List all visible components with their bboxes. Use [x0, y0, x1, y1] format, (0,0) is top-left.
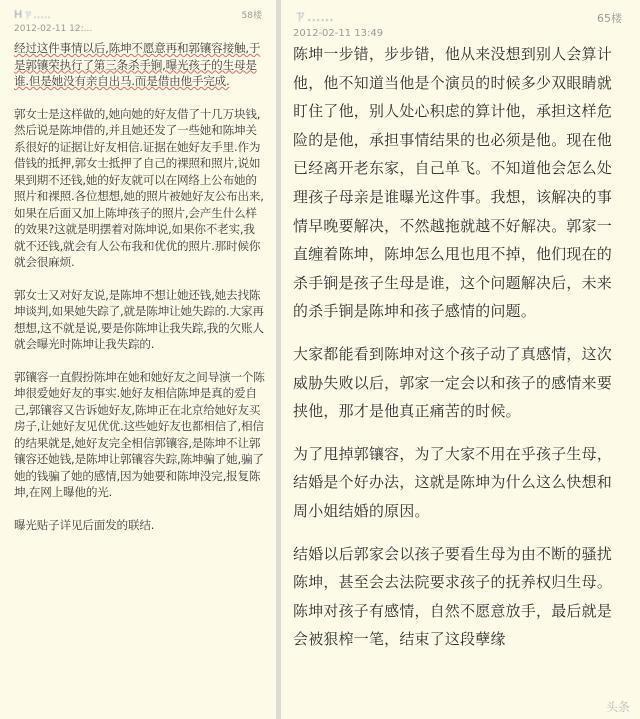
left-paragraph-1: 经过这件事情以后,陈坤不愿意再和郭镶容接触,于是郭镶荣执行了第三条杀手锏,曝光孩子的生母是谁.但是她没有亲自出马.而是借由他手完成.: [14, 41, 261, 88]
right-paragraph-4: 结婚以后郭家会以孩子要看生母为由不断的骚扰陈坤，甚至会去法院要求孩子的抚养权归生母。陈坤对孩子有感情，自然不愿意放手，最后就是会被狠榨一笔，结束了这段孽缘: [293, 544, 613, 649]
right-post-body: [293, 40, 626, 654]
left-floor-number: 58楼: [241, 11, 262, 21]
left-paragraph-5: 曝光贴子详见后面发的联结.: [14, 517, 155, 532]
watermark: 头条: [605, 700, 630, 714]
left-post-panel: [0, 0, 276, 719]
right-paragraph-2: 大家都能看到陈坤对这个孩子动了真感情，这次威胁失败以后，郭家一定会以和孩子的感情来要挟他，那才是他真正痛苦的时候。: [293, 344, 613, 421]
right-paragraph-3: 为了甩掉郭镶容，为了大家不用在乎孩子生母，结婚是个好办法，这就是陈坤为什么这么快想和周小姐结婚的原因。: [293, 444, 613, 520]
left-post-header: [14, 6, 266, 40]
left-paragraph-2: 郭女士是这样做的,她向她的好友借了十几万块钱,然后说是陈坤借的,并且她还发了一些她和陈坤关系很好的证据让好友相信.证据在她好友手里.作为借钱的抵押,郭女士抵押了自己的裸照和照片,说如果到期不还钱,她的好友就可以在网络上公布她的照片和裸照.各位想想,她的照片被她好友公布出来,如果在后面又加上陈坤孩子的照片,会产生什么样的效果?这就是明摆着对陈坤说,如果你不老实,我就不还钱,就会有人公布我和优优的照片.那时候你就会很麻烦.: [14, 106, 264, 269]
left-paragraph-3: 郭女士又对好友说,是陈坤不想让她还钱,她去找陈坤谈判,如果她失踪了,就是陈坤让她失踪的.大家再想想,这不就是说,要是你陈坤让我失踪,我的欠账人就会曝光时陈坤让我失踪的.: [14, 287, 264, 351]
right-post-panel: [281, 0, 640, 719]
right-post-date: 2012-02-11 13:49: [293, 28, 384, 39]
right-post-header: [293, 6, 626, 40]
right-paragraph-1: 陈坤一步错，步步错，他从来没想到别人会算计他，他不知道当他是个演员的时候多少双眼睛就盯住了他，别人处心积虑的算计他，承担这样危险的是他，承担事情结果的也必须是他。现在他已经离开老东家，自己单飞。不知道他会怎么处理孩子母亲是谁曝光这件事。我想，该解决的事情早晚要解决，不然越拖就越不好解决。郭家一直缠着陈坤，陈坤怎么甩也甩不掉，他们现在的杀手锏是孩子生母是谁，这个问题解决后，未来的杀手锏是陈坤和孩子感情的问题。: [293, 45, 613, 321]
left-paragraph-4: 郭镶容一直假扮陈坤在她和她好友之间导演一个陈坤很爱她好友的事实.她好友相信陈坤是真的爱自己,郭镶容又告诉她好友,陈坤正在北京给她好友买房子,让她好友见优优.这些她好友也都相信了,相信的结果就是,她好友完全相信郭镶容,是陈坤不让郭镶容还她钱,是陈坤让郭镶容失踪,陈坤骗了她,骗了她的钱骗了她的感情,因为她要和陈坤没完,报复陈坤,在网上曝他的光.: [14, 369, 265, 499]
left-post-body: [14, 40, 266, 533]
left-username[interactable]: Hㄗ.....: [14, 8, 51, 21]
right-floor-number: 65楼: [597, 12, 622, 25]
right-username[interactable]: ㄗ......: [293, 9, 334, 25]
left-post-date: 2012-02-11 12:...: [14, 24, 93, 34]
